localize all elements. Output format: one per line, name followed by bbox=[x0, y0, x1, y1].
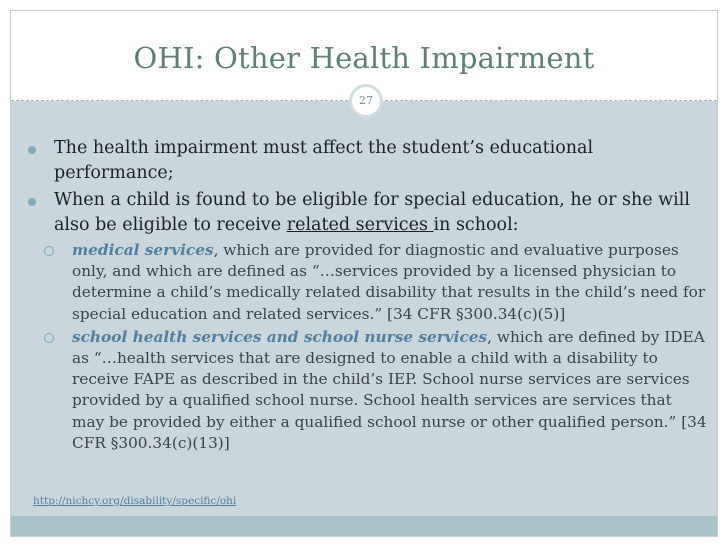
slide-title: OHI: Other Health Impairment bbox=[133, 41, 595, 75]
sub-item-term: medical services bbox=[72, 241, 214, 259]
source-link[interactable]: http://nichcy.org/disability/specific/ohi bbox=[33, 495, 237, 507]
sub-item-text: , which are defined by IDEA as “…health services that are designed to enable a child with a disability to receive FAPE as described in the child’s IEP. School nurse services are services provided by a qualified school nurse. School health services are services that may be provided by either a qualified school nurse or other qualified person.” [34 CFR §300.34(c)(13)] bbox=[72, 327, 707, 452]
bullet-text-end: in school: bbox=[433, 215, 519, 235]
sub-item-text: , which are provided for diagnostic and evaluative purposes only, and which are defined as “…services provided by a licensed physician to determine a child’s medically related disability that results in the child’s need for special education and related services.” [34 CFR §300.34(c)(5)] bbox=[72, 241, 706, 323]
bullet-dot-icon bbox=[28, 198, 36, 206]
bullet-dot-icon bbox=[28, 146, 36, 154]
sub-item-medical-services bbox=[11, 240, 717, 325]
page-number-badge: 27 bbox=[349, 84, 383, 118]
slide bbox=[10, 10, 718, 537]
sub-item-school-health-services bbox=[11, 327, 717, 454]
bullet-text: When a child is found to be eligible for special education, he or she will also be eligible to receive bbox=[54, 190, 690, 235]
footer-bar bbox=[11, 516, 717, 536]
bullet-item-performance bbox=[11, 136, 717, 186]
bullet-text: The health impairment must affect the student’s educational performance; bbox=[54, 138, 594, 183]
hollow-circle-bullet-icon bbox=[44, 246, 54, 256]
content-area bbox=[11, 101, 717, 516]
related-services-link[interactable]: related services bbox=[286, 215, 434, 235]
hollow-circle-bullet-icon bbox=[44, 333, 54, 343]
bullet-list bbox=[11, 136, 717, 456]
sub-item-term: school health services and school nurse services bbox=[72, 327, 488, 346]
bullet-item-eligibility bbox=[11, 188, 717, 238]
